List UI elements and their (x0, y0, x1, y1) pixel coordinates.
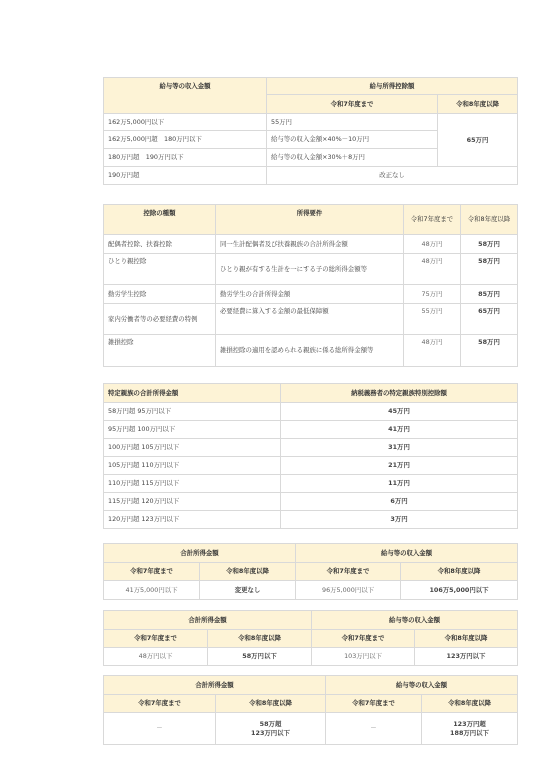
header-salary-income: 給与等の収入金額 (312, 611, 518, 630)
income-range-cell: 120万円超 123万円以下 (104, 511, 281, 529)
income-range-cell: 110万円超 115万円以下 (104, 475, 281, 493)
amount-r7-cell: 55万円 (404, 304, 461, 335)
deduction-amount-cell: 45万円 (281, 403, 518, 421)
header-deduction: 給与所得控除額 (267, 78, 518, 95)
deduction-amount-cell: 31万円 (281, 439, 518, 457)
income-range-cell: 180万円超 190万円以下 (104, 149, 267, 167)
deduction-type-cell: 配偶者控除、扶養控除 (104, 235, 216, 254)
deduction-type-cell: 雑損控除 (104, 335, 216, 367)
header-from-r8: 令和8年度以降 (216, 695, 326, 713)
header-from-r8: 令和8年度以降 (422, 695, 518, 713)
amount-r8-cell: 85万円 (461, 285, 518, 304)
income-threshold-table-2 (103, 610, 518, 666)
value-cell: 41万5,000円以下 (104, 581, 200, 600)
requirement-cell: 必要経費に算入する金額の最低保障額 (216, 304, 404, 335)
header-requirement: 所得要件 (216, 205, 404, 235)
header-until-r7: 令和7年度まで (296, 563, 401, 581)
income-range-cell: 105万円超 110万円以下 (104, 457, 281, 475)
amount-r8-cell: 58万円 (461, 335, 518, 367)
deduction-amount-cell: 3万円 (281, 511, 518, 529)
income-range-cell: 115万円超 120万円以下 (104, 493, 281, 511)
salary-income-deduction-table (103, 77, 518, 185)
dependent-deduction-requirement-table (103, 204, 518, 367)
header-from-r8: 令和8年度以降 (438, 95, 518, 114)
requirement-cell: 雑損控除の適用を認められる親族に係る総所得金額等 (216, 335, 404, 367)
deduction-type-cell: 家内労働者等の必要経費の特例 (104, 304, 216, 335)
amount-r7-cell: 48万円 (404, 235, 461, 254)
value-cell: 48万円以下 (104, 648, 208, 666)
header-from-r8: 令和8年度以降 (461, 205, 518, 235)
deduction-r7-cell: 給与等の収入金額×30%＋8万円 (267, 149, 438, 167)
header-total-income: 合計所得金額 (104, 676, 326, 695)
header-until-r7: 令和7年度まで (267, 95, 438, 114)
header-income: 給与等の収入金額 (104, 78, 267, 114)
deduction-r7-cell: 給与等の収入金額×40%－10万円 (267, 131, 438, 149)
deduction-r8-merged-cell: 65万円 (438, 114, 518, 167)
value-line: 123万円超 (453, 719, 486, 728)
deduction-type-cell: 勤労学生控除 (104, 285, 216, 304)
header-income: 特定親族の合計所得金額 (104, 384, 281, 403)
value-cell (216, 713, 326, 745)
header-total-income: 合計所得金額 (104, 611, 312, 630)
income-range-cell: 162万5,000円超 180万円以下 (104, 131, 267, 149)
value-cell: － (326, 713, 422, 745)
header-total-income: 合計所得金額 (104, 544, 296, 563)
value-cell: 96万5,000円以下 (296, 581, 401, 600)
header-from-r8: 令和8年度以降 (208, 630, 312, 648)
amount-r8-cell: 58万円 (461, 254, 518, 285)
specific-relative-special-deduction-table (103, 383, 518, 529)
income-range-cell: 58万円超 95万円以下 (104, 403, 281, 421)
amount-r8-cell: 65万円 (461, 304, 518, 335)
value-line: 123万円以下 (251, 728, 290, 737)
requirement-cell: 同一生計配偶者及び扶養親族の合計所得金額 (216, 235, 404, 254)
header-until-r7: 令和7年度まで (104, 695, 216, 713)
header-from-r8: 令和8年度以降 (401, 563, 518, 581)
amount-r8-cell: 58万円 (461, 235, 518, 254)
amount-r7-cell: 75万円 (404, 285, 461, 304)
header-until-r7: 令和7年度まで (104, 630, 208, 648)
header-until-r7: 令和7年度まで (404, 205, 461, 235)
header-until-r7: 令和7年度まで (326, 695, 422, 713)
deduction-r7-cell: 55万円 (267, 114, 438, 131)
value-cell: 123万円以下 (415, 648, 518, 666)
value-cell: － (104, 713, 216, 745)
value-cell: 106万5,000円以下 (401, 581, 518, 600)
no-change-cell: 改正なし (267, 167, 518, 185)
value-cell: 103万円以下 (312, 648, 415, 666)
header-salary-income: 給与等の収入金額 (296, 544, 518, 563)
deduction-amount-cell: 6万円 (281, 493, 518, 511)
value-cell: 変更なし (200, 581, 296, 600)
income-range-cell: 190万円超 (104, 167, 267, 185)
value-line: 58万超 (259, 719, 282, 728)
amount-r7-cell: 48万円 (404, 335, 461, 367)
header-salary-income: 給与等の収入金額 (326, 676, 518, 695)
header-from-r8: 令和8年度以降 (415, 630, 518, 648)
value-cell (422, 713, 518, 745)
header-until-r7: 令和7年度まで (312, 630, 415, 648)
income-range-cell: 162万5,000円以下 (104, 114, 267, 131)
deduction-amount-cell: 41万円 (281, 421, 518, 439)
deduction-amount-cell: 21万円 (281, 457, 518, 475)
value-cell: 58万円以下 (208, 648, 312, 666)
requirement-cell: 勤労学生の合計所得金額 (216, 285, 404, 304)
value-line: 188万円以下 (450, 728, 489, 737)
requirement-cell: ひとり親が有する生計を一にする子の総所得金額等 (216, 254, 404, 285)
header-type: 控除の種類 (104, 205, 216, 235)
income-threshold-table-3 (103, 675, 518, 745)
income-threshold-table-1 (103, 543, 518, 600)
deduction-type-cell: ひとり親控除 (104, 254, 216, 285)
deduction-amount-cell: 11万円 (281, 475, 518, 493)
income-range-cell: 100万円超 105万円以下 (104, 439, 281, 457)
header-deduction: 納税義務者の特定親族特別控除額 (281, 384, 518, 403)
header-until-r7: 令和7年度まで (104, 563, 200, 581)
amount-r7-cell: 48万円 (404, 254, 461, 285)
income-range-cell: 95万円超 100万円以下 (104, 421, 281, 439)
header-from-r8: 令和8年度以降 (200, 563, 296, 581)
